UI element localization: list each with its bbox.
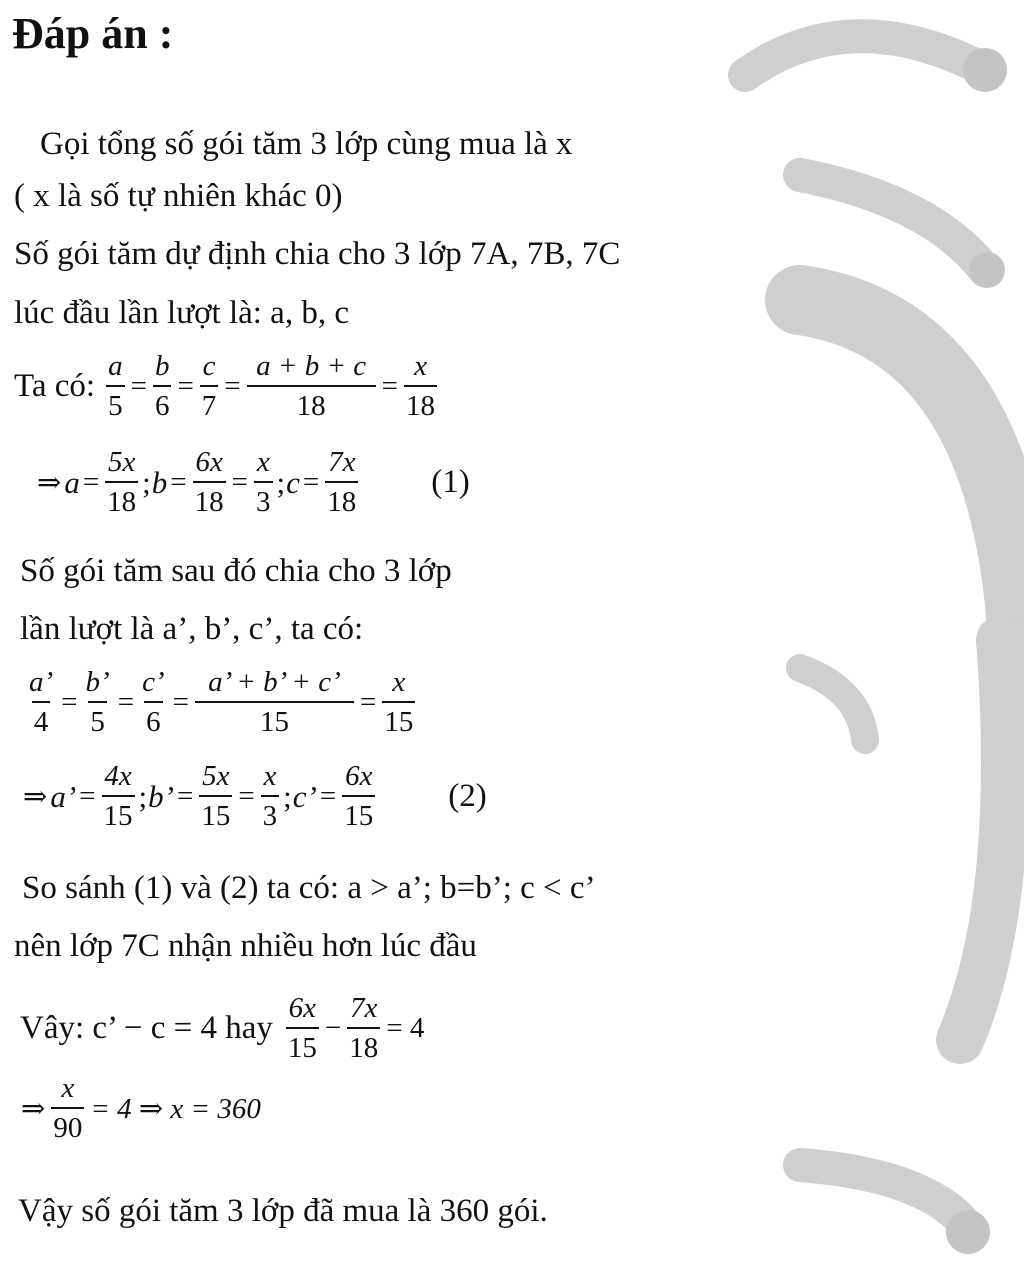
fraction: $\frac{x}{90}$ <box>53 1072 83 1144</box>
fraction: $\frac{a}{5}$ <box>108 350 123 422</box>
equation-solution: ⇒ $\frac{x}{90}$ = 4 ⇒ x = 360 <box>21 1072 261 1144</box>
text-line: Gọi tổng số gói tăm 3 lớp cùng mua là x <box>40 126 573 162</box>
text-line: Số gói tăm sau đó chia cho 3 lớp <box>20 553 452 589</box>
fraction: $\frac{x}{18}$ <box>406 350 436 422</box>
vay-prefix: Vây: c’ − c = 4 hay <box>20 1010 273 1046</box>
ta-co-label: Ta có: <box>14 368 96 404</box>
text-line: Số gói tăm dự định chia cho 3 lớp 7A, 7B, 7C <box>14 236 621 272</box>
equation-ratio-initial: Ta có: $\frac{a}{5}$ = $\frac{b}{6}$ = $\frac{c}{7}$ = $\frac{a + b + c}{18}$ = $\frac{x}{18}$ <box>14 350 436 422</box>
fraction: $\frac{b’}{5}$ <box>85 666 110 738</box>
page-title: Đáp án : <box>12 9 174 58</box>
fraction: $\frac{5x}{18}$ <box>107 446 137 518</box>
text-line: ( x là số tự nhiên khác 0) <box>14 178 343 214</box>
equation-ratio-later: $\frac{a’}{4}$ = $\frac{b’}{5}$ = $\frac{c’}{6}$ = $\frac{a’ + b’ + c’}{15}$ = $\frac{x}{15}$ <box>29 666 414 738</box>
fraction: $\frac{7x}{18}$ <box>349 992 379 1064</box>
fraction: $\frac{a’ + b’ + c’}{15}$ <box>195 668 354 737</box>
fraction: $\frac{5x}{15}$ <box>201 760 231 832</box>
fraction: $\frac{b}{6}$ <box>154 350 170 422</box>
text-line: lần lượt là a’, b’, c’, ta có: <box>20 611 364 647</box>
conclusion-line: Vậy số gói tăm 3 lớp đã mua là 360 gói. <box>18 1193 548 1229</box>
equation-tag: (1) <box>431 464 470 500</box>
fraction: $\frac{6x}{15}$ <box>287 992 317 1064</box>
equation-difference: Vây: c’ − c = 4 hay $\frac{6x}{15}$ − $\frac{7x}{18}$ = 4 <box>20 992 425 1064</box>
fraction: $\frac{6x}{18}$ <box>194 446 224 518</box>
equation-initial-shares: ⇒ a = $\frac{5x}{18}$ ; b = $\frac{6x}{18}$ = $\frac{x}{3}$ ; c = $\frac{7x}{18}$ (1) <box>37 446 470 518</box>
text-line: lúc đầu lần lượt là: a, b, c <box>14 295 349 331</box>
fraction: $\frac{x}{15}$ <box>384 666 414 738</box>
equation-later-shares: ⇒ a’ = $\frac{4x}{15}$ ; b’ = $\frac{5x}{15}$ = $\frac{x}{3}$ ; c’ = $\frac{6x}{15}$ (2) <box>23 760 487 832</box>
fraction: $\frac{c}{7}$ <box>201 350 217 422</box>
fraction: $\frac{x}{3}$ <box>256 446 271 518</box>
fraction: $\frac{a + b + c}{18}$ <box>247 352 376 421</box>
text-line: nên lớp 7C nhận nhiều hơn lúc đầu <box>14 928 477 964</box>
fraction: $\frac{6x}{15}$ <box>344 760 374 832</box>
fraction: $\frac{4x}{15}$ <box>103 760 133 832</box>
fraction: $\frac{x}{3}$ <box>262 760 278 832</box>
text-line: So sánh (1) và (2) ta có: a > a’; b=b’; c < c’ <box>22 870 596 906</box>
fraction: $\frac{7x}{18}$ <box>327 446 357 518</box>
fraction: $\frac{c’}{6}$ <box>142 666 165 738</box>
fraction: $\frac{a’}{4}$ <box>29 666 54 738</box>
equation-tag: (2) <box>448 778 487 814</box>
